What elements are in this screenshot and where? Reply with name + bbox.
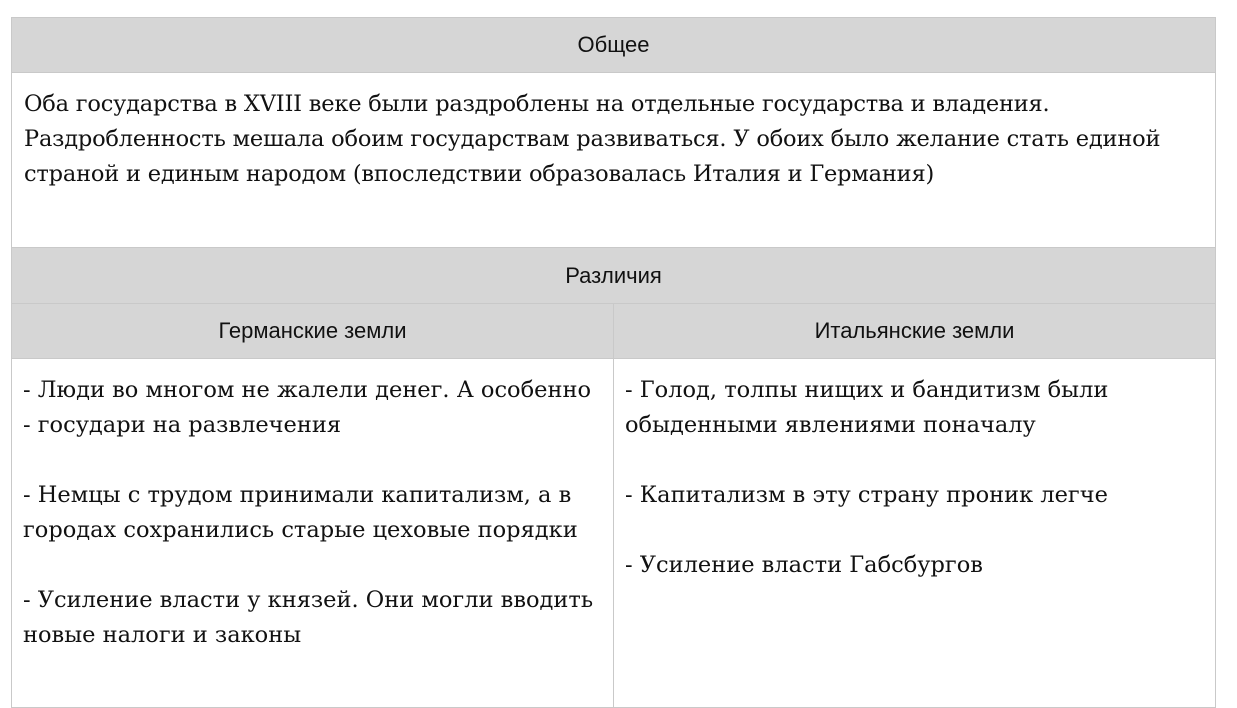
german-item: - Немцы с трудом принимали капитализм, а в городах сохранились старые цеховые порядки bbox=[23, 482, 578, 543]
italian-item: - Капитализм в эту страну проник легче bbox=[625, 482, 1108, 508]
italian-item: - Усиление власти Габсбургов bbox=[625, 552, 983, 578]
general-text: Оба государства в XVIII веке были раздроблены на отдельные государства и владения. Раздробленность мешала обоим государствам развиваться. У обоих было желание стать единой страной и единым народом (впоследствии образовалась Италия и Германия) bbox=[24, 91, 1161, 187]
comparison-table bbox=[11, 17, 1216, 708]
italian-lands-cell bbox=[614, 359, 1216, 708]
differences-header: Различия bbox=[12, 248, 1216, 304]
italian-lands-header: Итальянские земли bbox=[614, 304, 1216, 359]
german-item: - Люди во многом не жалели денег. А особенно - государи на развлечения bbox=[23, 377, 592, 438]
general-cell bbox=[12, 73, 1216, 248]
general-header: Общее bbox=[12, 18, 1216, 73]
german-lands-cell bbox=[12, 359, 614, 708]
italian-item: - Голод, толпы нищих и бандитизм были обыденными явлениями поначалу bbox=[625, 377, 1109, 438]
german-lands-header: Германские земли bbox=[12, 304, 614, 359]
german-item: - Усиление власти у князей. Они могли вводить новые налоги и законы bbox=[23, 587, 594, 648]
